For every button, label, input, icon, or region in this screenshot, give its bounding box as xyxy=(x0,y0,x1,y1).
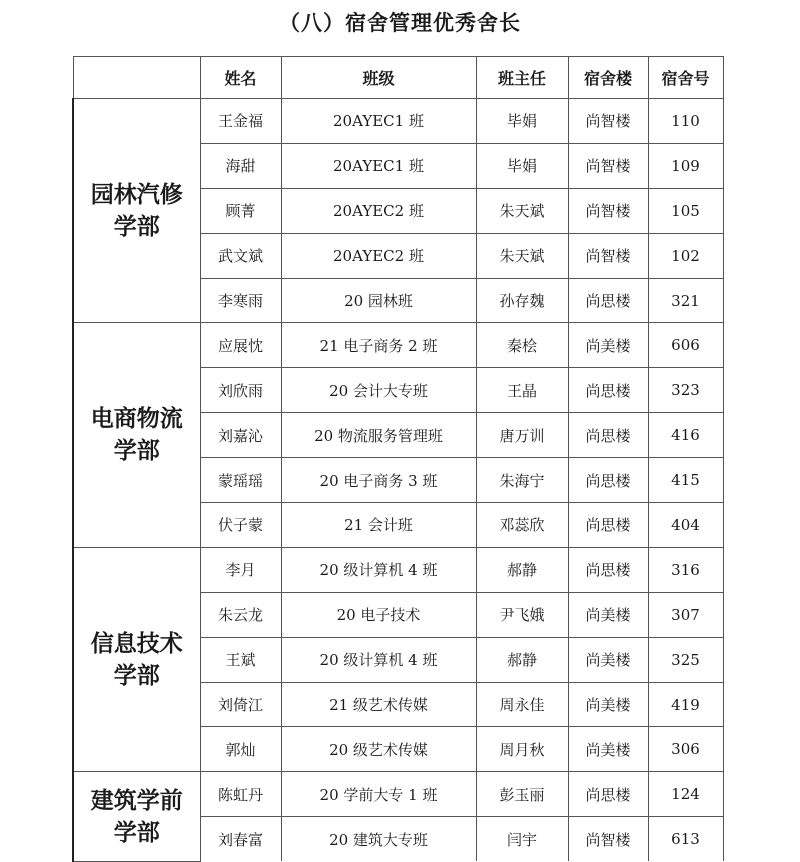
cell-name: 武文斌 xyxy=(200,233,281,278)
cell-building: 尚思楼 xyxy=(568,413,648,458)
dorm-leaders-table xyxy=(72,56,724,862)
cell-class: 21 级艺术传媒 xyxy=(281,682,476,727)
cell-name: 蒙瑶瑶 xyxy=(200,458,281,503)
header-class: 班级 xyxy=(281,57,476,99)
cell-name: 应展忱 xyxy=(200,323,281,368)
department-name-line2: 学部 xyxy=(113,438,160,465)
cell-room: 110 xyxy=(648,99,723,144)
header-room: 宿舍号 xyxy=(648,57,723,99)
cell-name: 郭灿 xyxy=(200,727,281,772)
page-title: （八）宿舍管理优秀舍长 xyxy=(279,11,521,35)
table-row xyxy=(73,323,723,368)
cell-teacher: 毕娟 xyxy=(476,143,568,188)
cell-room: 321 xyxy=(648,278,723,323)
cell-building: 尚思楼 xyxy=(568,368,648,413)
cell-room: 416 xyxy=(648,413,723,458)
cell-name: 刘倚江 xyxy=(200,682,281,727)
header-teacher: 班主任 xyxy=(476,57,568,99)
table-row xyxy=(73,547,723,592)
cell-teacher: 尹飞娥 xyxy=(476,592,568,637)
cell-building: 尚智楼 xyxy=(568,143,648,188)
header-building: 宿舍楼 xyxy=(568,57,648,99)
cell-name: 朱云龙 xyxy=(200,592,281,637)
cell-name: 陈虹丹 xyxy=(200,772,281,817)
cell-room: 325 xyxy=(648,637,723,682)
cell-room: 102 xyxy=(648,233,723,278)
header-dept xyxy=(73,57,200,99)
cell-name: 李月 xyxy=(200,547,281,592)
department-name-line2: 学部 xyxy=(113,213,160,240)
cell-name: 李寒雨 xyxy=(200,278,281,323)
cell-name: 刘春富 xyxy=(200,817,281,861)
cell-room: 105 xyxy=(648,188,723,233)
cell-name: 王金福 xyxy=(200,99,281,144)
cell-class: 20 园林班 xyxy=(281,278,476,323)
cell-class: 20AYEC2 班 xyxy=(281,233,476,278)
cell-class: 20AYEC1 班 xyxy=(281,143,476,188)
cell-building: 尚思楼 xyxy=(568,772,648,817)
department-name-line1: 信息技术 xyxy=(90,630,183,657)
cell-teacher: 彭玉丽 xyxy=(476,772,568,817)
cell-teacher: 唐万训 xyxy=(476,413,568,458)
cell-building: 尚美楼 xyxy=(568,682,648,727)
cell-teacher: 邓蕊欣 xyxy=(476,503,568,548)
cell-class: 20 物流服务管理班 xyxy=(281,413,476,458)
cell-class: 21 会计班 xyxy=(281,503,476,548)
department-name-line1: 建筑学前 xyxy=(90,787,183,814)
cell-teacher: 秦桧 xyxy=(476,323,568,368)
cell-building: 尚智楼 xyxy=(568,233,648,278)
cell-teacher: 闫宇 xyxy=(476,817,568,861)
cell-class: 20 电子技术 xyxy=(281,592,476,637)
cell-room: 415 xyxy=(648,458,723,503)
department-cell xyxy=(73,547,200,771)
table-row xyxy=(73,99,723,144)
cell-teacher: 郝静 xyxy=(476,637,568,682)
department-cell xyxy=(73,323,200,547)
cell-class: 21 电子商务 2 班 xyxy=(281,323,476,368)
cell-name: 伏子蒙 xyxy=(200,503,281,548)
cell-room: 323 xyxy=(648,368,723,413)
department-cell xyxy=(73,99,200,323)
cell-room: 306 xyxy=(648,727,723,772)
cell-name: 刘嘉沁 xyxy=(200,413,281,458)
cell-building: 尚美楼 xyxy=(568,637,648,682)
cell-name: 刘欣雨 xyxy=(200,368,281,413)
cell-class: 20 级艺术传媒 xyxy=(281,727,476,772)
cell-teacher: 朱天斌 xyxy=(476,188,568,233)
cell-building: 尚思楼 xyxy=(568,503,648,548)
table-row xyxy=(73,772,723,817)
cell-teacher: 朱海宁 xyxy=(476,458,568,503)
cell-room: 419 xyxy=(648,682,723,727)
department-name-line1: 电商物流 xyxy=(90,406,183,433)
cell-class: 20AYEC1 班 xyxy=(281,99,476,144)
cell-building: 尚思楼 xyxy=(568,458,648,503)
cell-room: 307 xyxy=(648,592,723,637)
cell-teacher: 周永佳 xyxy=(476,682,568,727)
cell-room: 404 xyxy=(648,503,723,548)
cell-building: 尚思楼 xyxy=(568,547,648,592)
cell-name: 海甜 xyxy=(200,143,281,188)
department-name-line1: 园林汽修 xyxy=(90,181,183,208)
cell-building: 尚美楼 xyxy=(568,592,648,637)
department-cell xyxy=(73,772,200,861)
cell-class: 20AYEC2 班 xyxy=(281,188,476,233)
cell-teacher: 朱天斌 xyxy=(476,233,568,278)
cell-class: 20 建筑大专班 xyxy=(281,817,476,861)
cell-class: 20 学前大专 1 班 xyxy=(281,772,476,817)
cell-class: 20 电子商务 3 班 xyxy=(281,458,476,503)
cell-room: 109 xyxy=(648,143,723,188)
header-row xyxy=(73,57,723,99)
cell-room: 613 xyxy=(648,817,723,861)
cell-building: 尚思楼 xyxy=(568,278,648,323)
cell-teacher: 毕娟 xyxy=(476,99,568,144)
cell-teacher: 孙存魏 xyxy=(476,278,568,323)
cell-teacher: 郝静 xyxy=(476,547,568,592)
cell-teacher: 王晶 xyxy=(476,368,568,413)
cell-name: 王斌 xyxy=(200,637,281,682)
cell-room: 606 xyxy=(648,323,723,368)
header-name: 姓名 xyxy=(200,57,281,99)
cell-building: 尚智楼 xyxy=(568,817,648,861)
cell-room: 124 xyxy=(648,772,723,817)
cell-building: 尚美楼 xyxy=(568,727,648,772)
cell-class: 20 会计大专班 xyxy=(281,368,476,413)
department-name-line2: 学部 xyxy=(113,819,160,846)
cell-building: 尚智楼 xyxy=(568,188,648,233)
cell-class: 20 级计算机 4 班 xyxy=(281,547,476,592)
cell-name: 顾菁 xyxy=(200,188,281,233)
department-name-line2: 学部 xyxy=(113,662,160,689)
cell-class: 20 级计算机 4 班 xyxy=(281,637,476,682)
cell-building: 尚智楼 xyxy=(568,99,648,144)
cell-room: 316 xyxy=(648,547,723,592)
cell-building: 尚美楼 xyxy=(568,323,648,368)
cell-teacher: 周月秋 xyxy=(476,727,568,772)
